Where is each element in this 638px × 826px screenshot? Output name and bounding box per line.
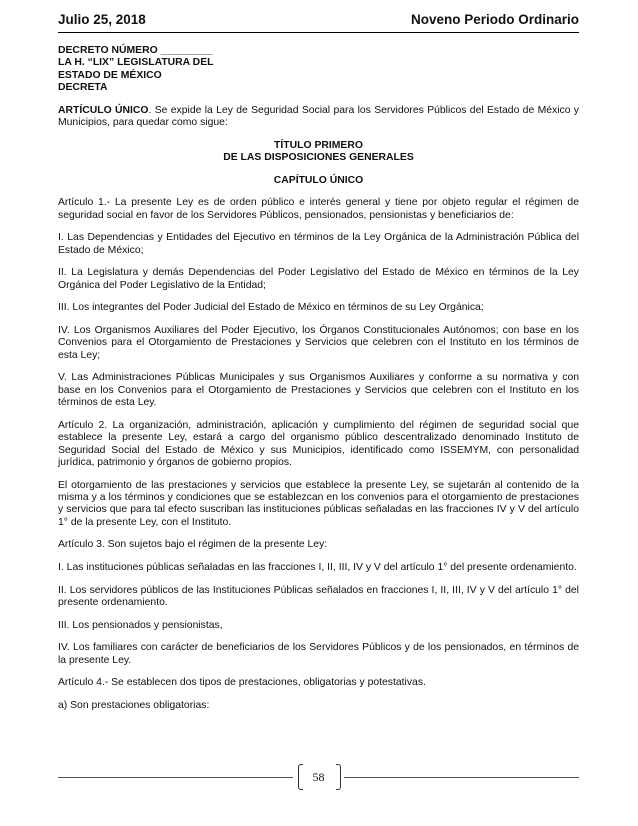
paragraph: Artículo 3. Son sujetos bajo el régimen de la presente Ley: <box>58 539 328 551</box>
header-date: Julio 25, 2018 <box>58 12 146 27</box>
paragraph: Artículo 1.- La presente Ley es de orden público e interés general y tiene por objeto regular el régimen de seguridad social en favor de los Servidores Públicos, pensionados, pensionistas y beneficiarios de: <box>58 197 579 221</box>
paragraph: II. La Legislatura y demás Dependencias del Poder Legislativo del Estado de México en términos de la Ley Orgánica del Poder Legislativo de la Entidad; <box>58 267 579 291</box>
legislature-line: LA H. “LIX” LEGISLATURA DEL <box>58 57 214 69</box>
paragraph: Artículo 2. La organización, administración, aplicación y cumplimiento del régimen de seguridad social que establece la presente Ley, estará a cargo del organismo público descentralizado denominado Instituto de Seguridad Social del Estado de México y sus Municipios, identificado como ISSEMYM, con personalidad jurídica, patrimonio y órganos de gobierno propios. <box>58 419 579 469</box>
page-number-bracket-left <box>298 764 303 790</box>
paragraph: Artículo 4.- Se establecen dos tipos de prestaciones, obligatorias y potestativas. <box>58 677 426 689</box>
articulo-unico-label: ARTÍCULO ÚNICO <box>58 104 149 116</box>
document-body <box>58 45 579 722</box>
paragraph: El otorgamiento de las prestaciones y servicios que establece la presente Ley, se sujetarán al contenido de la misma y a los términos y condiciones que se establezcan en los convenios para el otorgamiento de prestaciones y servicios que para tal efecto suscriban las instituciones públicas señaladas en las fracciones IV y V del artículo 1° de la presente Ley, con el Instituto. <box>58 479 579 528</box>
articulo-unico-text: . Se expide la Ley de Seguridad Social para los Servidores Públicos del Estado de México y Municipios, para quedar como sigue: <box>58 104 580 129</box>
paragraph: IV. Los familiares con carácter de beneficiarios de los Servidores Públicos y de los pensionados, en términos de la presente Ley. <box>58 642 579 666</box>
paragraph: I. Las Dependencias y Entidades del Ejecutivo en términos de la Ley Orgánica de la Administración Pública del Estado de México; <box>58 232 579 256</box>
page-footer <box>58 764 579 790</box>
header-period: Noveno Periodo Ordinario <box>410 12 579 27</box>
title-line-1: TÍTULO PRIMERO <box>274 139 363 151</box>
state-line: ESTADO DE MÉXICO <box>58 69 162 81</box>
chapter-heading: CAPÍTULO ÚNICO <box>273 174 364 186</box>
paragraph: III. Los pensionados y pensionistas, <box>58 619 223 631</box>
paragraph: I. Las instituciones públicas señaladas en las fracciones I, II, III, IV y V del artículo 1° del presente ordenamiento. <box>58 562 577 574</box>
paragraph: V. Las Administraciones Públicas Municipales y sus Organismos Auxiliares y conforme a su normativa y con base en los Convenios para el Otorgamiento de Prestaciones y Servicios que celebren con el Instituto en los términos de esta Ley. <box>58 372 579 409</box>
footer-divider-left <box>58 777 293 778</box>
decree-number: DECRETO NÚMERO _________ <box>58 45 213 56</box>
paragraph: II. Los servidores públicos de las Instituciones Públicas señalados en fracciones I, II, III, IV y V del artículo 1° del presente ordenamiento. <box>58 584 579 609</box>
page-number: 58 <box>312 770 325 784</box>
paragraph: IV. Los Organismos Auxiliares del Poder Ejecutivo, los Órganos Constitucionales Autónomos; con base en los Convenios para el Otorgamiento de Prestaciones y Servicios que celebren con el Instituto en los términos de esta Ley; <box>58 325 579 361</box>
paragraph: a) Son prestaciones obligatorias: <box>58 699 210 711</box>
articulo-unico <box>58 105 579 130</box>
paragraph: III. Los integrantes del Poder Judicial del Estado de México en términos de su Ley Orgánica; <box>58 302 484 314</box>
page-header <box>58 12 579 33</box>
decreta-line: DECRETA <box>58 82 108 94</box>
title-line-2: DE LAS DISPOSICIONES GENERALES <box>223 152 414 164</box>
footer-divider-right <box>344 777 579 778</box>
page-number-bracket-right <box>336 764 341 790</box>
